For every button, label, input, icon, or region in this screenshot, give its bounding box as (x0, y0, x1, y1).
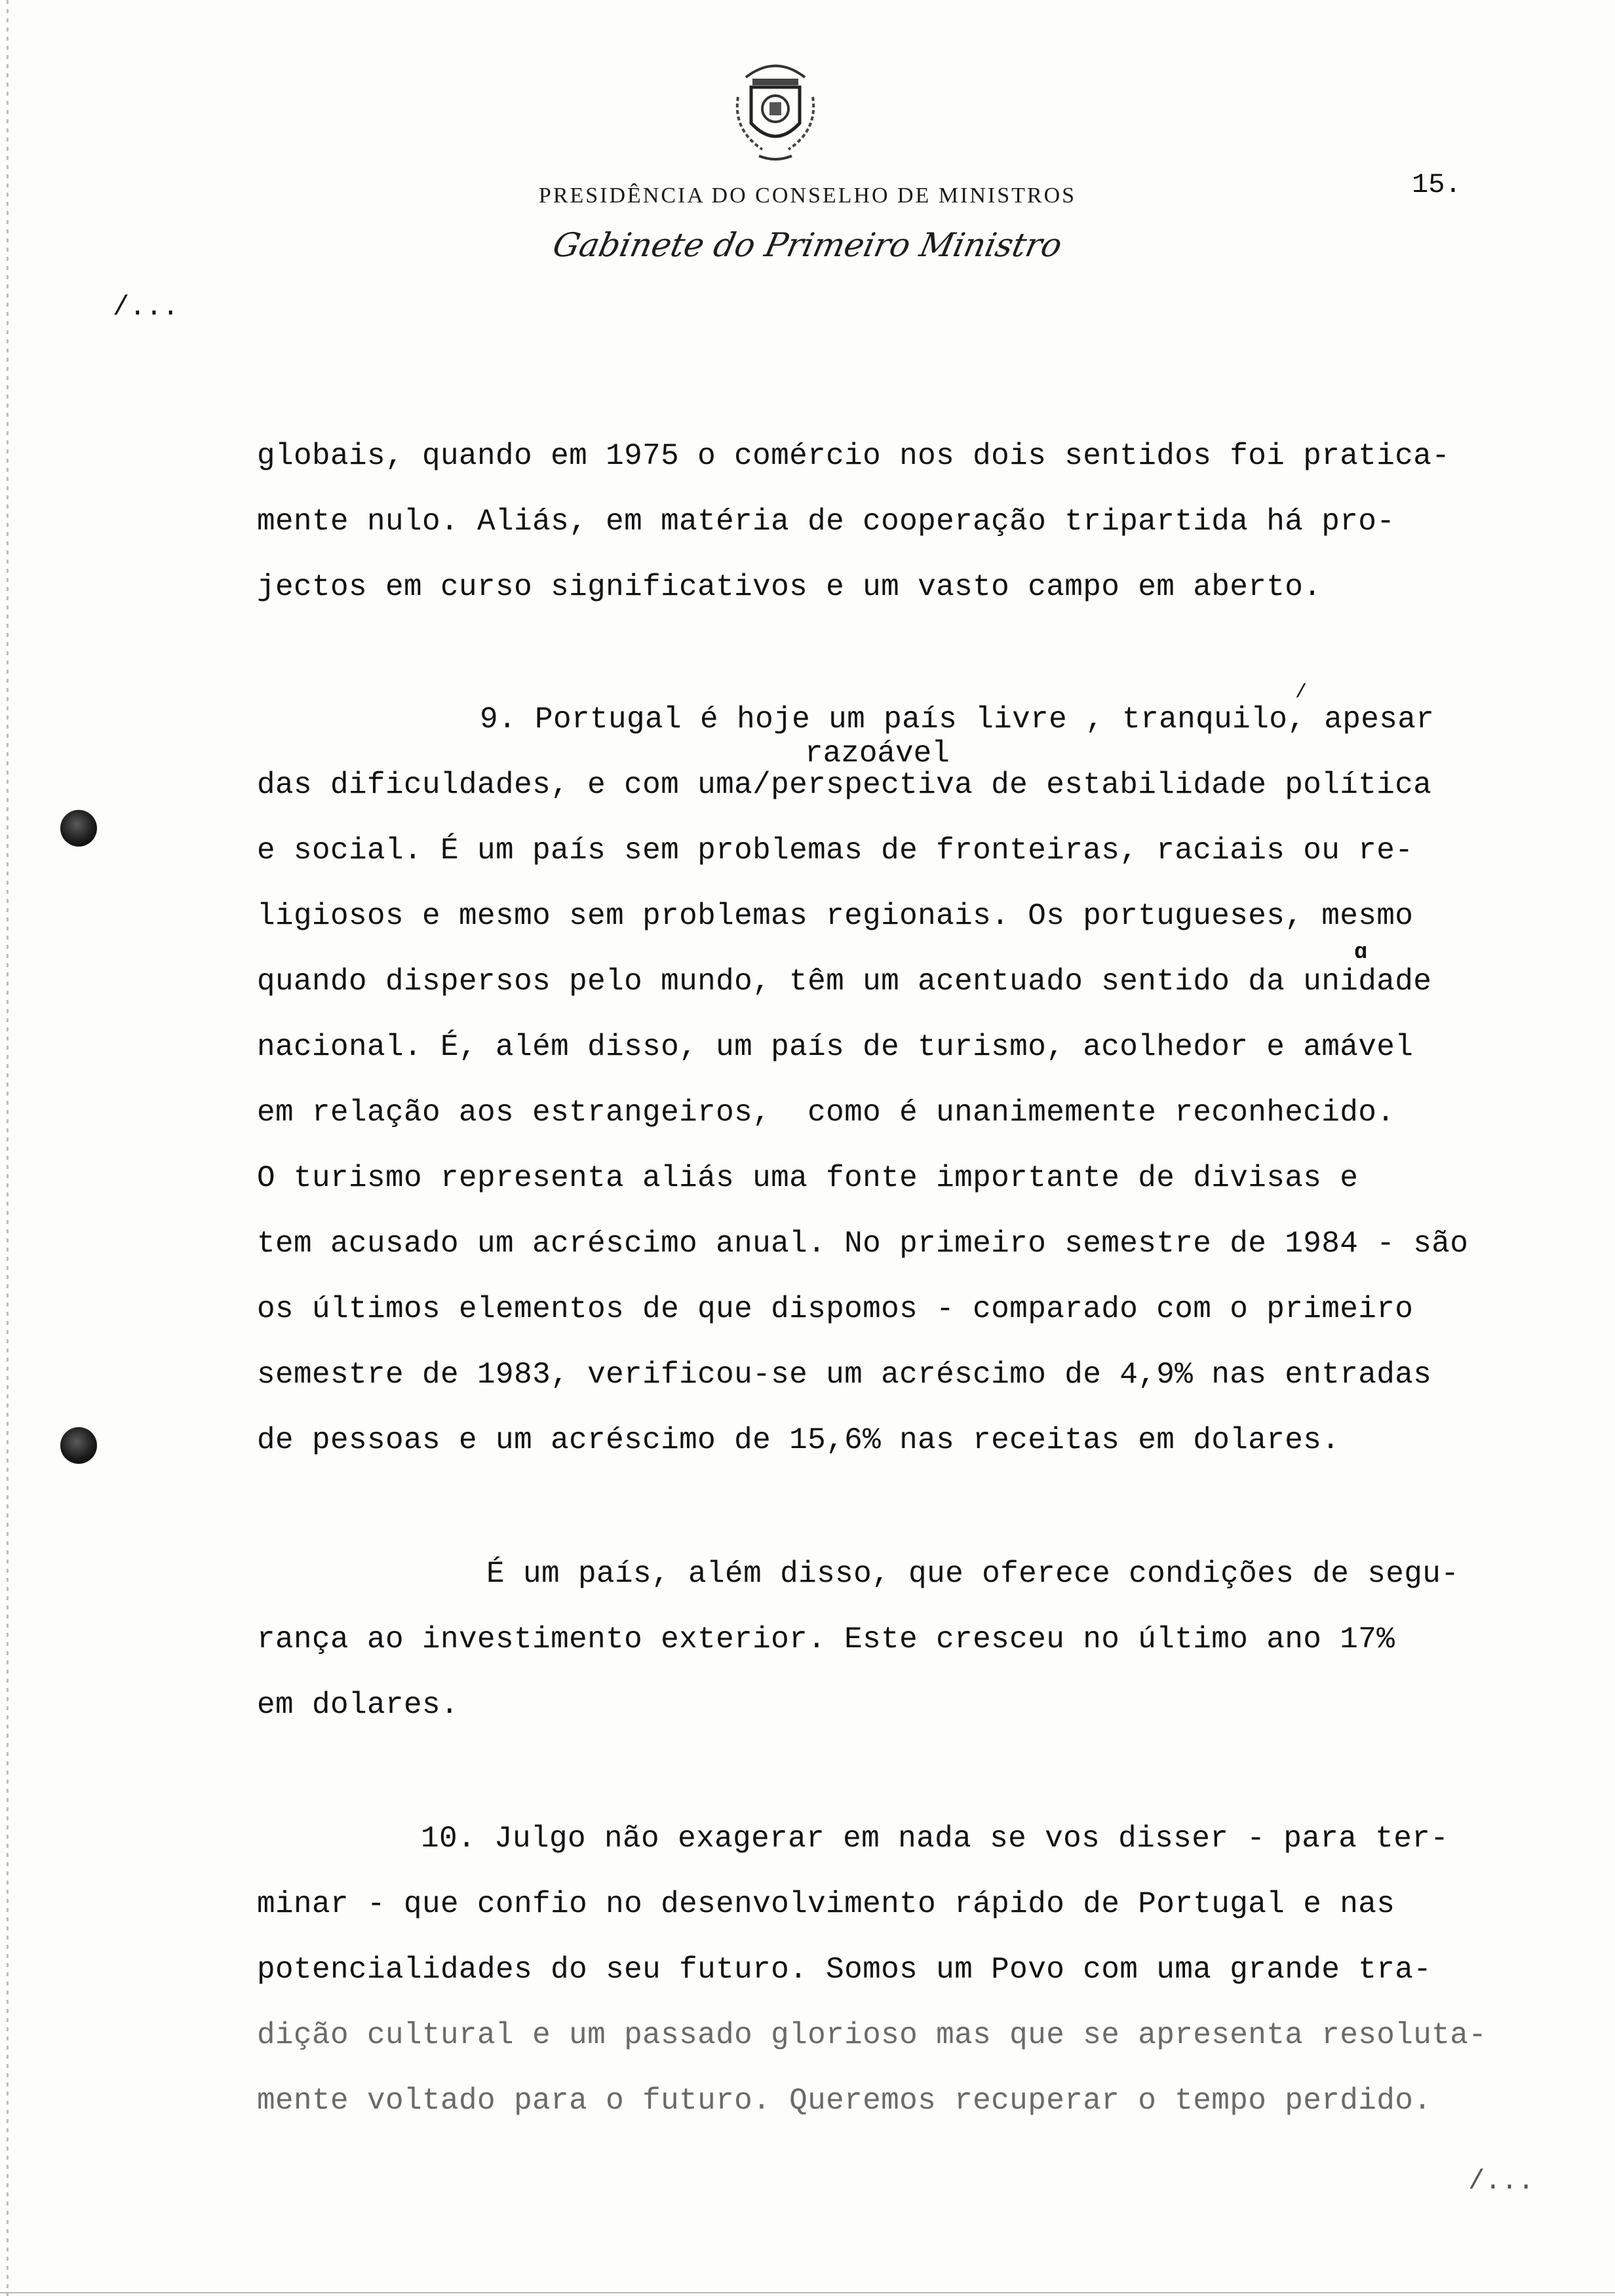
handwritten-accent-mark: / (1295, 681, 1308, 704)
text-line: globais, quando em 1975 o comércio nos dois sentidos foi pratica- (257, 439, 1450, 473)
continuation-mark-top: /... (113, 292, 179, 323)
text-line: potencialidades do seu futuro. Somos um Povo com uma grande tra- (257, 1953, 1432, 1987)
text-line: 9. Portugal é hoje um país livre , tranquilo, apesar (480, 702, 1435, 737)
text-line: ligiosos e mesmo sem problemas regionais. Os portugueses, mesmo (257, 899, 1414, 933)
text-line: tem acusado um acréscimo anual. No primeiro semestre de 1984 - são (257, 1227, 1469, 1261)
text-line: mente voltado para o futuro. Queremos recuperar o tempo perdido. (257, 2084, 1432, 2118)
text-line: jectos em curso significativos e um vasto campo em aberto. (257, 570, 1322, 604)
text-line: de pessoas e um acréscimo de 15,6% nas receitas em dolares. (257, 1423, 1340, 1457)
handwritten-insertion: razoável (805, 737, 950, 771)
text-line: É um país, além disso, que oferece condições de segu- (486, 1557, 1460, 1591)
text-line: minar - que confio no desenvolvimento rápido de Portugal e nas (257, 1887, 1395, 1921)
letterhead-office-script: Gabinete do Primeiro Ministro (549, 226, 1066, 264)
punch-hole-icon (60, 810, 97, 847)
text-line: das dificuldades, e com uma/perspectiva de estabilidade política (257, 768, 1432, 802)
text-line: em relação aos estrangeiros, como é unanimemente reconhecido. (257, 1096, 1395, 1130)
punch-hole-icon (60, 1427, 97, 1464)
text-line: 10. Julgo não exagerar em nada se vos disser - para ter- (421, 1822, 1449, 1856)
text-line: dição cultural e um passado glorioso mas que se apresenta resoluta- (257, 2018, 1487, 2052)
scan-edge-bottom (0, 2292, 1615, 2293)
text-line: rança ao investimento exterior. Este cresceu no último ano 17% (257, 1622, 1395, 1656)
text-line: e social. É um país sem problemas de fronteiras, raciais ou re- (257, 833, 1414, 868)
scan-edge-left (7, 0, 9, 2296)
text-line: mente nulo. Aliás, em matéria de cooperação tripartida há pro- (257, 505, 1395, 539)
page-number: 15. (1412, 169, 1462, 201)
coat-of-arms-icon (726, 51, 825, 163)
text-line: em dolares. (257, 1688, 459, 1722)
continuation-mark-bottom: /... (1468, 2166, 1534, 2197)
handwritten-correction-mark: ɑ (1354, 940, 1368, 965)
text-line: nacional. É, além disso, um país de turismo, acolhedor e amável (257, 1030, 1414, 1064)
text-line: O turismo representa aliás uma fonte importante de divisas e (257, 1161, 1359, 1195)
text-line: semestre de 1983, verificou-se um acréscimo de 4,9% nas entradas (257, 1358, 1432, 1392)
letterhead-institution: PRESIDÊNCIA DO CONSELHO DE MINISTROS (538, 183, 1077, 208)
text-line: quando dispersos pelo mundo, têm um acentuado sentido da unidade (257, 965, 1432, 999)
text-line: os últimos elementos de que dispomos - comparado com o primeiro (257, 1292, 1414, 1326)
